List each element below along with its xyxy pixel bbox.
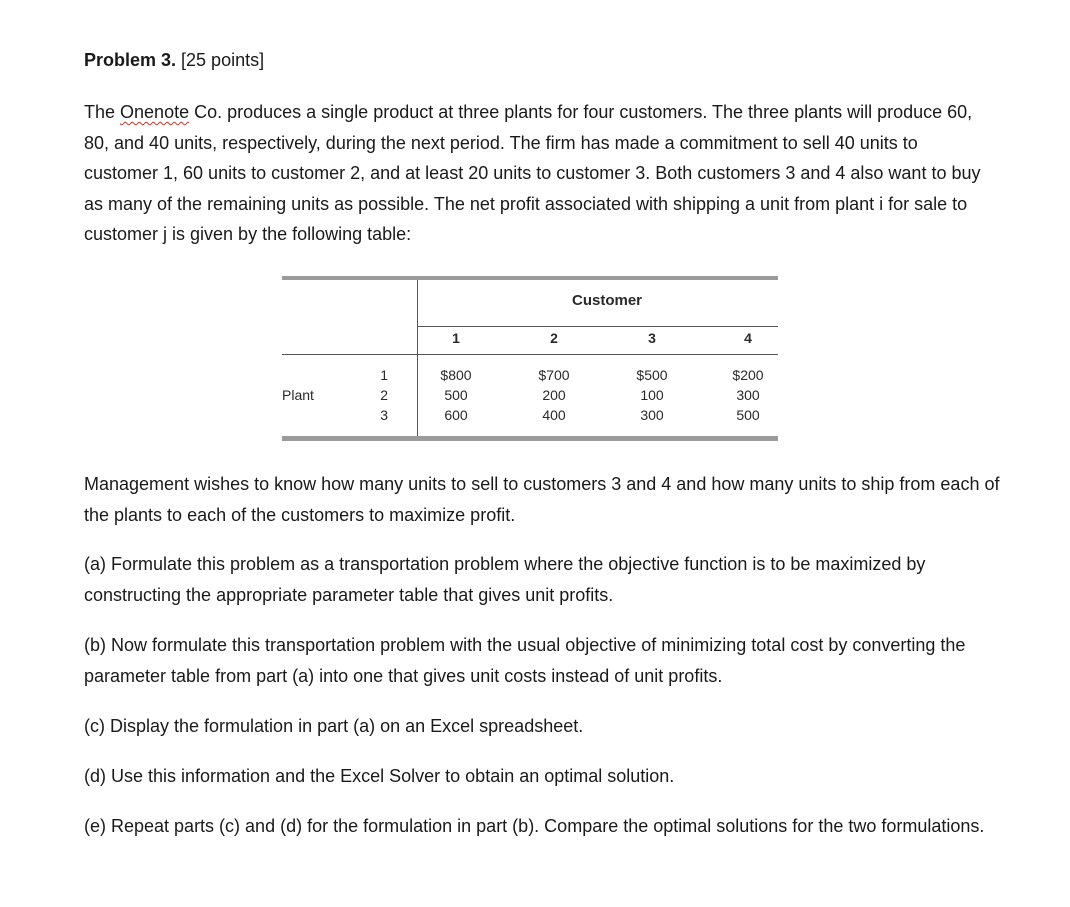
column-header-1: 1	[452, 330, 460, 346]
part-c: (c) Display the formulation in part (a) on an Excel spreadsheet.	[84, 716, 584, 736]
table-cell: 300	[736, 387, 760, 403]
table-cell: 300	[640, 407, 664, 423]
company-name-spellcheck: Onenote	[120, 102, 190, 122]
table-cell: 400	[542, 407, 566, 423]
part-d: (d) Use this information and the Excel Solver to obtain an optimal solution.	[84, 766, 675, 786]
table-cell: $700	[538, 367, 570, 383]
table-cell: $200	[732, 367, 764, 383]
table-cell: $500	[636, 367, 668, 383]
problem-points: [25 points]	[176, 50, 265, 70]
table-cell: 500	[736, 407, 760, 423]
plant-index-3: 3	[380, 407, 388, 423]
intro-paragraph	[84, 97, 984, 250]
column-header-2: 2	[550, 330, 558, 346]
table-cell: $800	[440, 367, 472, 383]
management-paragraph: Management wishes to know how many units to sell to customers 3 and 4 and how many units to ship from each of the plants to each of the customers to maximize profit.	[84, 474, 1000, 525]
table-cell: 200	[542, 387, 566, 403]
plant-group-label: Plant	[282, 387, 314, 403]
part-b: (b) Now formulate this transportation problem with the usual objective of minimizing total cost by converting the parameter table from part (a) into one that gives unit costs instead of unit profits.	[84, 635, 966, 686]
part-a: (a) Formulate this problem as a transportation problem where the objective function is to be maximized by constructing the appropriate parameter table that gives unit profits.	[84, 554, 926, 605]
plant-index-1: 1	[380, 367, 388, 383]
plant-index-2: 2	[380, 387, 388, 403]
part-e: (e) Repeat parts (c) and (d) for the formulation in part (b). Compare the optimal solutions for the two formulations.	[84, 816, 985, 836]
table-bottom-rule	[282, 436, 778, 441]
table-body-rule	[282, 354, 778, 355]
column-header-3: 3	[648, 330, 656, 346]
table-header-rule	[417, 326, 778, 327]
table-cell: 600	[444, 407, 468, 423]
customer-group-label: Customer	[572, 292, 643, 309]
column-header-4: 4	[744, 330, 752, 346]
intro-text-before: The	[84, 102, 121, 122]
intro-text-after: Co. produces a single product at three plants for four customers. The three plants will produce 60, 80, and 40 units, respectively, during the next period. The firm has made a commitment to sell 40 units to customer 1, 60 units to customer 2, and at least 20 units to customer 3. Both customers 3 and 4 also want to buy as many of the remaining units as possible. The net profit associated with shipping a unit from plant i for sale to customer j is given by the following table:	[84, 102, 981, 244]
table-cell: 100	[640, 387, 664, 403]
problem-number: Problem 3.	[84, 50, 177, 70]
table-cell: 500	[444, 387, 468, 403]
table-top-rule	[282, 276, 778, 280]
profit-table	[282, 276, 778, 442]
table-vertical-divider	[417, 280, 418, 436]
problem-title	[84, 50, 264, 71]
